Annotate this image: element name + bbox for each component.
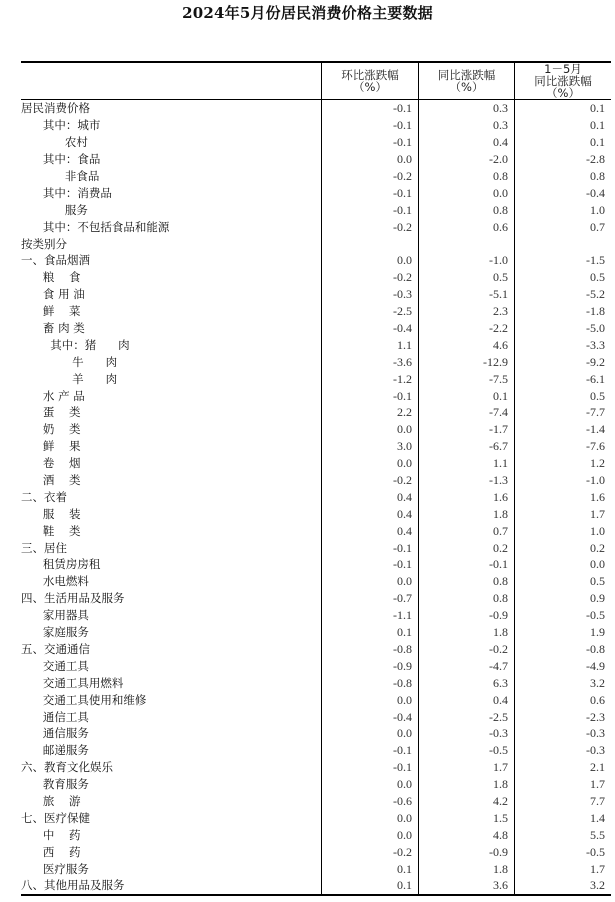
- header-mom: [322, 62, 419, 100]
- table-row: [21, 286, 611, 303]
- table-row: [21, 269, 611, 286]
- row-ytd-value: 0.5: [515, 573, 612, 590]
- row-yoy-value: 0.0: [419, 184, 515, 201]
- row-ytd-value: -4.9: [515, 657, 612, 674]
- table-row: [21, 759, 611, 776]
- row-mom-value: -2.5: [322, 303, 419, 320]
- row-label: 其中：消费品: [21, 185, 112, 200]
- row-ytd-value: -0.5: [515, 843, 612, 860]
- row-ytd-value: -0.4: [515, 184, 612, 201]
- row-label: 酒 类: [21, 473, 81, 488]
- table-row: [21, 539, 611, 556]
- row-label: 鲜 果: [21, 439, 81, 454]
- table-row: [21, 252, 611, 269]
- row-yoy-value: -2.0: [419, 151, 515, 168]
- header-yoy-label: 同比涨跌幅: [437, 68, 496, 82]
- row-ytd-value: 0.0: [515, 556, 612, 573]
- row-yoy-value: -1.7: [419, 421, 515, 438]
- row-label: 非食品: [21, 169, 100, 183]
- table-row: [21, 455, 611, 472]
- row-yoy-value: 1.8: [419, 505, 515, 522]
- row-label: 鞋 类: [21, 523, 81, 538]
- row-ytd-value: -3.3: [515, 336, 612, 353]
- row-label: 家用器具: [21, 608, 89, 623]
- row-mom-value: -0.9: [322, 657, 419, 674]
- row-yoy-value: -4.7: [419, 657, 515, 674]
- table-row: [21, 168, 611, 185]
- table-row: [21, 725, 611, 742]
- row-mom-value: -0.2: [322, 472, 419, 489]
- row-label: 服务: [21, 202, 88, 217]
- table-row: [21, 674, 611, 691]
- table-row: [21, 184, 611, 201]
- row-yoy-value: 3.6: [419, 877, 515, 895]
- row-ytd-value: [515, 235, 612, 252]
- row-ytd-value: -1.5: [515, 252, 612, 269]
- row-yoy-value: 4.2: [419, 793, 515, 810]
- row-label: 羊 肉: [21, 371, 118, 386]
- row-yoy-value: 0.7: [419, 522, 515, 539]
- table-row: [21, 387, 611, 404]
- table-row: [21, 826, 611, 843]
- row-yoy-value: 2.3: [419, 303, 515, 320]
- row-yoy-value: 0.8: [419, 168, 515, 185]
- row-label: 通信服务: [21, 726, 89, 741]
- header-ytd: [515, 62, 612, 100]
- table-row: [21, 590, 611, 607]
- row-mom-value: -0.8: [322, 674, 419, 691]
- table-row: [21, 201, 611, 218]
- row-ytd-value: 1.0: [515, 201, 612, 218]
- row-mom-value: 0.4: [322, 505, 419, 522]
- row-mom-value: -0.8: [322, 641, 419, 658]
- row-yoy-value: 0.6: [419, 218, 515, 235]
- row-mom-value: -1.1: [322, 607, 419, 624]
- header-row: [21, 62, 611, 100]
- row-mom-value: 0.0: [322, 809, 419, 826]
- row-mom-value: 0.1: [322, 860, 419, 877]
- row-label: 二、衣着: [21, 489, 67, 504]
- row-ytd-value: 3.2: [515, 877, 612, 895]
- table-row: [21, 556, 611, 573]
- row-ytd-value: 1.6: [515, 488, 612, 505]
- row-label: 中 药: [21, 827, 81, 842]
- table-row: [21, 860, 611, 877]
- row-label: 租赁房房租: [21, 557, 101, 572]
- table-row: [21, 708, 611, 725]
- row-label: 其中：食品: [21, 152, 101, 167]
- row-ytd-value: -9.2: [515, 353, 612, 370]
- row-ytd-value: -7.7: [515, 404, 612, 421]
- table-row: [21, 624, 611, 641]
- row-mom-value: 3.0: [322, 438, 419, 455]
- row-ytd-value: 1.7: [515, 505, 612, 522]
- row-label: 农村: [21, 135, 88, 150]
- header-ytd-label: 同比涨跌幅: [534, 74, 592, 88]
- table-row: [21, 809, 611, 826]
- row-label: 通信工具: [21, 709, 89, 724]
- row-mom-value: 0.1: [322, 624, 419, 641]
- row-label: 畜 肉 类: [21, 321, 85, 336]
- row-label: 交通工具使用和维修: [21, 692, 147, 707]
- row-yoy-value: 1.8: [419, 776, 515, 793]
- row-yoy-value: 0.3: [419, 100, 515, 117]
- page-title: 2024年5月份居民消费价格主要数据: [182, 4, 433, 22]
- row-mom-value: 0.0: [322, 252, 419, 269]
- row-label: 水 产 品: [21, 388, 85, 403]
- row-mom-value: -0.1: [322, 134, 419, 151]
- row-ytd-value: 0.5: [515, 269, 612, 286]
- header-mom-label: 环比涨跌幅: [341, 68, 399, 82]
- row-yoy-value: 0.8: [419, 201, 515, 218]
- row-mom-value: -0.1: [322, 759, 419, 776]
- table-row: [21, 641, 611, 658]
- row-mom-value: 0.0: [322, 826, 419, 843]
- row-ytd-value: 5.5: [515, 826, 612, 843]
- row-yoy-value: 1.6: [419, 488, 515, 505]
- row-label: 四、生活用品及服务: [21, 591, 125, 606]
- row-label: 八、其他用品及服务: [21, 877, 322, 895]
- table-row: [21, 573, 611, 590]
- row-mom-value: -0.1: [322, 556, 419, 573]
- row-yoy-value: 1.7: [419, 759, 515, 776]
- table-body: [21, 100, 611, 895]
- row-mom-value: 0.0: [322, 725, 419, 742]
- row-ytd-value: -7.6: [515, 438, 612, 455]
- row-mom-value: -1.2: [322, 370, 419, 387]
- row-label: 旅 游: [21, 793, 81, 808]
- table-row: [21, 100, 611, 117]
- row-ytd-value: 1.9: [515, 624, 612, 641]
- header-ytd-period: 1－5月: [544, 62, 582, 76]
- row-yoy-value: -1.0: [419, 252, 515, 269]
- row-ytd-value: -1.8: [515, 303, 612, 320]
- row-mom-value: 1.1: [322, 336, 419, 353]
- table-row: [21, 472, 611, 489]
- table-row: [21, 235, 611, 252]
- table-row: [21, 607, 611, 624]
- row-label: 家庭服务: [21, 625, 89, 640]
- row-label: 西 药: [21, 844, 81, 859]
- header-ytd-unit: （%）: [546, 86, 580, 100]
- row-label: 按类别分: [21, 236, 67, 251]
- row-yoy-value: -2.2: [419, 320, 515, 337]
- row-mom-value: -0.2: [322, 218, 419, 235]
- row-yoy-value: 0.2: [419, 539, 515, 556]
- row-label: 交通工具: [21, 658, 89, 673]
- row-mom-value: 0.4: [322, 522, 419, 539]
- table-row: [21, 370, 611, 387]
- table-row: [21, 404, 611, 421]
- header-yoy: [419, 62, 515, 100]
- row-mom-value: -0.3: [322, 286, 419, 303]
- row-ytd-value: 0.5: [515, 387, 612, 404]
- header-mom-unit: （%）: [353, 80, 387, 94]
- row-ytd-value: -6.1: [515, 370, 612, 387]
- table-row: [21, 793, 611, 810]
- row-label: 其中：不包括食品和能源: [21, 219, 170, 234]
- row-ytd-value: 1.7: [515, 860, 612, 877]
- table-row: [21, 438, 611, 455]
- row-ytd-value: -5.2: [515, 286, 612, 303]
- row-label: 粮 食: [21, 270, 81, 285]
- row-mom-value: -0.6: [322, 793, 419, 810]
- row-ytd-value: 1.2: [515, 455, 612, 472]
- row-ytd-value: -0.3: [515, 725, 612, 742]
- row-yoy-value: 4.6: [419, 336, 515, 353]
- row-label: 服 装: [21, 506, 81, 521]
- row-mom-value: 0.0: [322, 421, 419, 438]
- header-yoy-unit: （%）: [449, 80, 484, 94]
- row-mom-value: -0.2: [322, 269, 419, 286]
- row-yoy-value: -7.4: [419, 404, 515, 421]
- row-label: 教育服务: [21, 777, 89, 792]
- row-label: 其中：猪 肉: [21, 337, 130, 352]
- row-label: 蛋 类: [21, 405, 81, 420]
- row-mom-value: 0.0: [322, 573, 419, 590]
- row-yoy-value: 0.8: [419, 573, 515, 590]
- row-ytd-value: -2.8: [515, 151, 612, 168]
- row-yoy-value: -7.5: [419, 370, 515, 387]
- row-yoy-value: 1.8: [419, 624, 515, 641]
- row-ytd-value: 0.6: [515, 691, 612, 708]
- row-mom-value: -0.1: [322, 742, 419, 759]
- row-mom-value: -0.2: [322, 168, 419, 185]
- row-mom-value: -0.1: [322, 117, 419, 134]
- row-yoy-value: 0.8: [419, 590, 515, 607]
- row-label: 卷 烟: [21, 456, 81, 471]
- row-mom-value: 0.4: [322, 488, 419, 505]
- row-yoy-value: -5.1: [419, 286, 515, 303]
- row-ytd-value: -2.3: [515, 708, 612, 725]
- table-row: [21, 117, 611, 134]
- row-yoy-value: -0.9: [419, 607, 515, 624]
- row-mom-value: [322, 235, 419, 252]
- row-yoy-value: -2.5: [419, 708, 515, 725]
- row-ytd-value: 0.9: [515, 590, 612, 607]
- row-yoy-value: -1.3: [419, 472, 515, 489]
- row-yoy-value: [419, 235, 515, 252]
- row-label: 邮递服务: [21, 743, 89, 758]
- row-ytd-value: -0.3: [515, 742, 612, 759]
- row-mom-value: 0.1: [322, 877, 419, 895]
- row-yoy-value: 6.3: [419, 674, 515, 691]
- row-label: 奶 类: [21, 422, 81, 437]
- row-ytd-value: -1.0: [515, 472, 612, 489]
- row-label: 交通工具用燃料: [21, 675, 124, 690]
- header-category: [21, 62, 322, 100]
- row-mom-value: 0.0: [322, 691, 419, 708]
- row-yoy-value: 1.5: [419, 809, 515, 826]
- table-row: [21, 151, 611, 168]
- row-yoy-value: 4.8: [419, 826, 515, 843]
- table-row: [21, 505, 611, 522]
- table-row: [21, 522, 611, 539]
- row-label: 居民消费价格: [21, 101, 90, 116]
- row-label: 其中：城市: [21, 118, 101, 133]
- row-ytd-value: 0.1: [515, 117, 612, 134]
- table-row: [21, 134, 611, 151]
- row-ytd-value: 0.1: [515, 134, 612, 151]
- row-label: 牛 肉: [21, 354, 118, 369]
- table-row: [21, 488, 611, 505]
- row-yoy-value: -6.7: [419, 438, 515, 455]
- row-ytd-value: 1.7: [515, 776, 612, 793]
- row-yoy-value: 1.8: [419, 860, 515, 877]
- row-ytd-value: 1.4: [515, 809, 612, 826]
- row-label: 鲜 菜: [21, 304, 81, 319]
- row-yoy-value: -0.5: [419, 742, 515, 759]
- row-yoy-value: 0.3: [419, 117, 515, 134]
- row-label: 食 用 油: [21, 287, 85, 302]
- row-yoy-value: -12.9: [419, 353, 515, 370]
- row-yoy-value: -0.2: [419, 641, 515, 658]
- row-mom-value: -0.1: [322, 184, 419, 201]
- row-yoy-value: 0.4: [419, 691, 515, 708]
- row-mom-value: -0.4: [322, 708, 419, 725]
- row-mom-value: -0.1: [322, 201, 419, 218]
- row-ytd-value: -5.0: [515, 320, 612, 337]
- row-mom-value: 0.0: [322, 776, 419, 793]
- row-mom-value: -0.1: [322, 100, 419, 117]
- row-mom-value: 0.0: [322, 151, 419, 168]
- row-yoy-value: -0.9: [419, 843, 515, 860]
- row-ytd-value: 7.7: [515, 793, 612, 810]
- row-mom-value: 2.2: [322, 404, 419, 421]
- row-mom-value: -3.6: [322, 353, 419, 370]
- row-label: 一、食品烟酒: [21, 253, 90, 268]
- row-mom-value: -0.1: [322, 539, 419, 556]
- table-row: [21, 303, 611, 320]
- table-row: [21, 320, 611, 337]
- row-mom-value: -0.7: [322, 590, 419, 607]
- row-label: 五、交通通信: [21, 641, 90, 656]
- table-row: [21, 421, 611, 438]
- row-ytd-value: -0.8: [515, 641, 612, 658]
- table-row: [21, 776, 611, 793]
- row-ytd-value: -1.4: [515, 421, 612, 438]
- table-row: [21, 218, 611, 235]
- row-yoy-value: -0.3: [419, 725, 515, 742]
- row-yoy-value: -0.1: [419, 556, 515, 573]
- table-row: [21, 742, 611, 759]
- row-mom-value: 0.0: [322, 455, 419, 472]
- row-yoy-value: 1.1: [419, 455, 515, 472]
- row-label: 七、医疗保健: [21, 810, 90, 825]
- cpi-table: [21, 61, 611, 896]
- row-ytd-value: -0.5: [515, 607, 612, 624]
- row-yoy-value: 0.5: [419, 269, 515, 286]
- table-row: [21, 657, 611, 674]
- table-row: [21, 877, 611, 895]
- row-label: 医疗服务: [21, 861, 89, 876]
- table-row: [21, 336, 611, 353]
- row-ytd-value: 0.8: [515, 168, 612, 185]
- row-ytd-value: 0.7: [515, 218, 612, 235]
- row-ytd-value: 3.2: [515, 674, 612, 691]
- row-label: 六、教育文化娱乐: [21, 760, 113, 775]
- row-label: 三、居住: [21, 540, 67, 555]
- row-ytd-value: 2.1: [515, 759, 612, 776]
- row-ytd-value: 0.1: [515, 100, 612, 117]
- row-mom-value: -0.1: [322, 387, 419, 404]
- table-row: [21, 691, 611, 708]
- row-ytd-value: 0.2: [515, 539, 612, 556]
- table-row: [21, 353, 611, 370]
- row-mom-value: -0.4: [322, 320, 419, 337]
- row-yoy-value: 0.4: [419, 134, 515, 151]
- row-label: 水电燃料: [21, 574, 89, 589]
- row-yoy-value: 0.1: [419, 387, 515, 404]
- table-row: [21, 843, 611, 860]
- row-mom-value: -0.2: [322, 843, 419, 860]
- row-ytd-value: 1.0: [515, 522, 612, 539]
